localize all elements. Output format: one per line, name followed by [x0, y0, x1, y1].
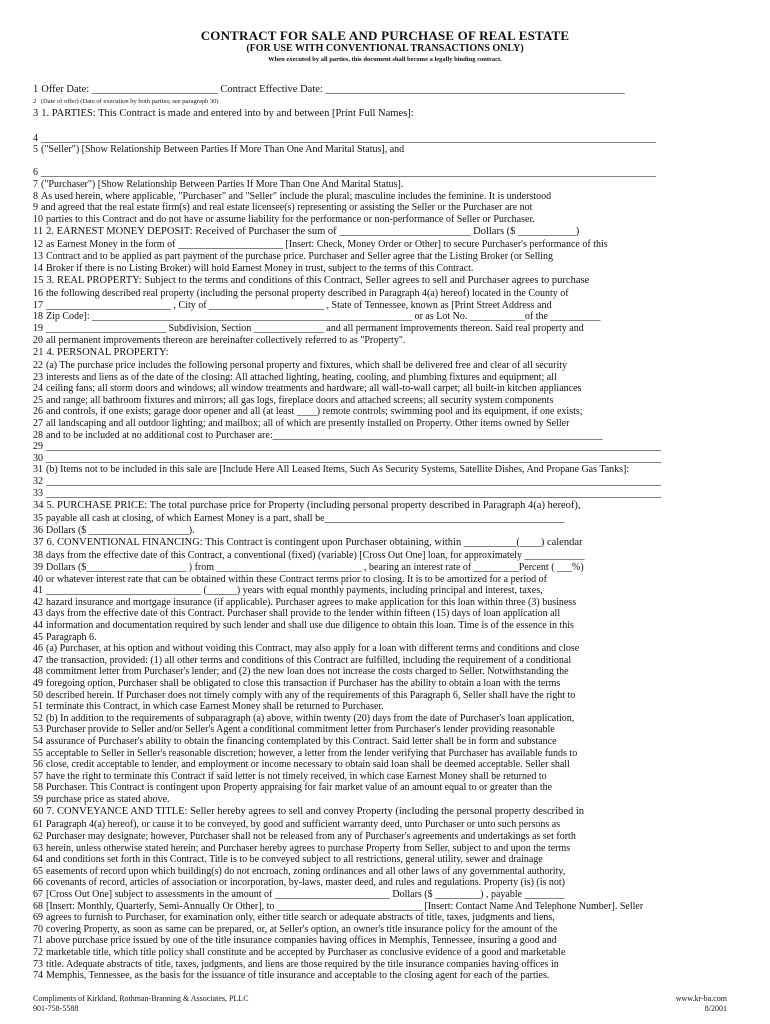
contract-line	[33, 274, 723, 288]
contract-body	[33, 83, 723, 982]
line-text: (a) The purchase price includes the following personal property and fixtures, which shall be delivered free and clear of all security	[46, 360, 568, 372]
line-text: parties to this Contract and do not have or assume liability for the performance or non-performance of Seller or Purchaser.	[46, 213, 535, 225]
line-text: 1. PARTIES: This Contract is made and entered into by and between [Print Full Names]:	[41, 108, 414, 119]
line-text: as Earnest Money in the form of _____________________ [Insert: Check, Money Order or Other] to secure Purchaser's performance of this	[46, 239, 608, 251]
line-number: 32	[33, 476, 43, 488]
contract-line	[33, 794, 723, 806]
line-number: 27	[33, 418, 43, 430]
line-number: 16	[33, 288, 43, 300]
line-number: 26	[33, 406, 43, 418]
contract-line	[33, 288, 723, 300]
line-number: 39	[33, 562, 43, 573]
contract-line	[33, 323, 723, 335]
contract-line	[33, 499, 723, 513]
contract-line	[33, 562, 723, 574]
line-text: days from the effective date of this Contract, a conventional (fixed) (variable) [Cross Out One] loan, for approximately ____________	[46, 550, 585, 562]
contract-line	[33, 678, 723, 690]
line-text: 4. PERSONAL PROPERTY:	[46, 347, 169, 359]
contract-line	[33, 924, 723, 936]
contract-line	[33, 360, 723, 372]
contract-line	[33, 107, 723, 121]
line-text: ___________________________________________________________________________________________________________________________	[46, 452, 661, 464]
line-number: 11	[33, 226, 44, 238]
contract-line	[33, 525, 723, 537]
line-number: 50	[33, 689, 43, 701]
line-number: 46	[33, 643, 43, 655]
line-number: 44	[33, 619, 43, 631]
line-text: covering Property, as soon as same can be prepared, or, at Seller's option, an owner's title insurance policy for the amount of the	[46, 923, 558, 935]
line-text: and to be included at no additional cost to Purchaser are:__________________________________________________________________	[46, 429, 603, 441]
contract-line	[33, 121, 723, 133]
line-number: 43	[33, 608, 43, 620]
line-text: the following described real property (including the personal property described in Paragraph 4(a) hereof) located in the County of	[46, 288, 569, 300]
contract-line	[33, 83, 723, 97]
line-number: 31	[33, 464, 43, 476]
contract-line	[33, 597, 723, 609]
contract-line	[33, 263, 723, 275]
line-text: As used herein, where applicable, "Purchaser" and "Seller" include the plural; masculine includes the feminine. It is understood	[41, 190, 552, 202]
line-text: ________________________ Subdivision, Section ______________ and all permanent improvements thereon. Said real property and	[46, 322, 584, 334]
line-number: 57	[33, 770, 43, 782]
line-text: purchase price as stated above.	[46, 793, 170, 805]
contract-line	[33, 536, 723, 550]
line-text: (Date of offer) (Date of execution by both parties; see paragraph 30)	[39, 98, 219, 105]
line-text: assurance of Purchaser's ability to obtain the financing contemplated by this Contract. Said letter shall be in form and substance	[46, 735, 557, 747]
line-text: (a) Purchaser, at his option and without voiding this Contract, may also apply for a loan with different terms and conditions and close	[46, 643, 580, 655]
contract-line	[33, 179, 723, 191]
contract-line	[33, 346, 723, 360]
line-text: Paragraph 6.	[46, 631, 97, 643]
line-number: 59	[33, 793, 43, 805]
footer-right	[676, 994, 727, 1014]
line-number: 49	[33, 677, 43, 689]
contract-line	[33, 632, 723, 644]
contract-line	[33, 550, 723, 562]
line-number: 10	[33, 213, 43, 225]
line-text: easements of record upon which building(s) do not encroach, zoning ordinances and all other laws of any governmental authority,	[46, 865, 566, 877]
line-number: 37	[33, 537, 44, 549]
line-text: Purchaser. This Contract is contingent upon Property appraising for fair market value of an amount equal to or greater than the	[46, 782, 553, 794]
line-text: and controls, if one exists; garage door opener and all (at least ____) remote controls; swimming pool and its equipment, if one exists;	[46, 406, 583, 418]
document-title: CONTRACT FOR SALE AND PURCHASE OF REAL ESTATE	[200, 28, 570, 43]
line-text: terminate this Contract, in which case Earnest Money shall be returned to Purchaser.	[46, 701, 384, 713]
line-number: 15	[33, 275, 44, 287]
line-text: hazard insurance and mortgage insurance (if applicable). Purchaser agrees to make application for this loan within three (3) business	[46, 596, 577, 608]
contract-line	[33, 225, 723, 239]
contract-line	[33, 335, 723, 347]
line-number: 21	[33, 347, 44, 359]
line-number: 61	[33, 819, 43, 831]
contract-line	[33, 574, 723, 586]
line-number: 62	[33, 831, 43, 843]
contract-line	[33, 311, 723, 323]
line-text: all landscaping and all outdoor lighting; and mailbox; all of which are presently installed on Property. Other items owned by Seller	[46, 418, 570, 430]
line-number: 3	[33, 108, 39, 119]
line-text: ___________________________________________________________________________________________________________________________	[46, 487, 661, 499]
contract-line	[33, 620, 723, 632]
line-number: 67	[33, 889, 43, 901]
line-number: 35	[33, 513, 43, 525]
line-text: 2. EARNEST MONEY DEPOSIT: Received of Purchaser the sum of _________________________ Dollars ($ ___________)	[46, 226, 580, 238]
line-text: Memphis, Tennessee, as the basis for the issuance of title insurance and acceptable to the closing agent for each of the parties.	[46, 970, 550, 982]
contract-line	[33, 643, 723, 655]
contract-line	[33, 959, 723, 971]
contract-line	[33, 889, 723, 901]
execution-note: When executed by all parties, this document shall become a legally binding contract.	[268, 56, 502, 63]
contract-line	[33, 251, 723, 263]
contract-line	[33, 239, 723, 251]
line-number: 51	[33, 701, 43, 713]
contract-line	[33, 300, 723, 312]
contract-line	[33, 831, 723, 843]
line-text: commitment letter from Purchaser's lender; and (2) the new loan does not increase the costs charged to Seller. Notwithstanding the	[46, 666, 569, 678]
line-number: 38	[33, 550, 43, 562]
line-number: 24	[33, 383, 43, 395]
line-text: ___________________________________________________________________________________________________________________________	[46, 441, 661, 453]
line-number: 52	[33, 712, 43, 724]
line-number: 19	[33, 322, 43, 334]
line-text: have the right to terminate this Contract if said letter is not timely received, in which case Earnest Money shall be returned to	[46, 770, 547, 782]
line-text: payable all cash at closing, of which Earnest Money is a part, shall be________________________________________________	[46, 513, 565, 525]
line-text: ("Purchaser") [Show Relationship Between Parties If More Than One And Marital Status].	[41, 178, 404, 190]
line-text: or whatever interest rate that can be obtained within these Contract terms prior to closing. It is to be amortized for a period of	[46, 573, 547, 585]
line-number: 69	[33, 912, 43, 924]
contract-line	[33, 476, 723, 488]
contract-line	[33, 947, 723, 959]
line-text: interests and liens as of the date of the closing: All attached lighting, heating, cooling, and plumbing fixtures and equipment; all	[46, 371, 557, 383]
line-text: days from the effective date of this Contract. Purchaser shall provide to the lender within fifteen (15) days of loan application all	[46, 608, 561, 620]
footer-phone: 901-758-5588	[33, 1004, 79, 1013]
contract-line	[33, 464, 723, 476]
line-number: 23	[33, 371, 43, 383]
contract-line	[33, 866, 723, 878]
line-text: _______________________________ (______) years with equal monthly payments, including principal and interest, taxes,	[46, 585, 543, 597]
contract-line	[33, 901, 723, 913]
line-number: 54	[33, 735, 43, 747]
line-number: 30	[33, 452, 43, 464]
line-text: and conditions set forth in this Contract. Title is to be conveyed subject to all restrictions, general utility, sewer and drainage	[46, 854, 543, 866]
line-number: 17	[33, 299, 43, 311]
contract-line	[33, 156, 723, 168]
line-text: 3. REAL PROPERTY: Subject to the terms and conditions of this Contract, Seller agrees to sell and Purchaser agrees to purchase	[46, 275, 590, 287]
line-text: 5. PURCHASE PRICE: The total purchase price for Property (including personal property described in Paragraph 4(a) hereof),	[46, 500, 581, 512]
contract-line	[33, 877, 723, 889]
footer-firm: Compliments of Kirkland, Rothman-Branning & Associates, PLLC	[33, 994, 249, 1003]
line-text: described herein. If Purchaser does not timely comply with any of the requirements of this Paragraph 6, Seller shall have the right to	[46, 689, 576, 701]
contract-line	[33, 724, 723, 736]
footer-website: www.kr-ba.com	[675, 994, 727, 1003]
contract-line	[33, 736, 723, 748]
line-number: 48	[33, 666, 43, 678]
line-number: 8	[33, 190, 38, 202]
contract-line	[33, 782, 723, 794]
footer-left	[33, 994, 249, 1014]
line-number: 72	[33, 947, 43, 958]
line-text: Paragraph 4(a) hereof), or cause it to be conveyed, by good and sufficient warranty deed, unto Purchaser or unto such persons as	[46, 819, 561, 831]
line-text: agrees to furnish to Purchaser, for examination only, either title search or adequate abstracts of title, taxes, judgments and liens,	[46, 912, 555, 924]
line-number: 65	[33, 865, 43, 877]
line-text: close, credit acceptable to lender, and employment or income necessary to obtain said loan shall be deemed acceptable. Seller shall	[46, 759, 570, 771]
line-number: 28	[33, 429, 43, 441]
line-number: 29	[33, 441, 43, 453]
line-number: 60	[33, 806, 44, 818]
line-text: [Insert: Monthly, Quarterly, Semi-Annually Or Other], to _____________________________ [Insert: Contact Name And Telephone Number]. Seller	[46, 900, 644, 912]
contract-line	[33, 748, 723, 760]
line-text: Purchaser provide to Seller and/or Seller's Agent a conditional commitment letter from Purchaser's lender providing reasonable	[46, 724, 555, 736]
line-number: 56	[33, 759, 43, 771]
line-text: Broker if there is no Listing Broker) will hold Earnest Money in trust, subject to the terms of this Contract.	[46, 262, 474, 274]
line-text: and agreed that the real estate firm(s) and real estate licensee(s) representing or assisting the Seller or the Purchaser are not	[41, 202, 533, 214]
line-text: Contract and to be applied as part payment of the purchase price. Purchaser and Seller agree that the Listing Broker (or Selling	[46, 250, 554, 262]
line-text: the transaction, provided: (1) all other terms and conditions of this Contract are fulfilled, including the requirement of a conditional	[46, 654, 572, 666]
contract-line	[33, 372, 723, 384]
line-text: ___________________________________________________________________________________________________________________________	[41, 167, 656, 179]
line-number: 42	[33, 596, 43, 608]
contract-line	[33, 97, 723, 107]
contract-line	[33, 133, 723, 145]
line-text: title. Adequate abstracts of title, taxes, judgments, and liens are those required by the title insurance companies having offices in	[46, 958, 559, 970]
contract-line	[33, 383, 723, 395]
line-text: acceptable to Seller in Seller's reasonable discretion; however, a letter from the lender verifying that Purchaser has available funds to	[46, 747, 578, 759]
line-text: [Cross Out One] subject to assessments in the amount of _______________________ Dollars ($ _________) , payable ________	[46, 889, 565, 901]
line-number: 14	[33, 262, 43, 274]
line-number: 5	[33, 144, 38, 156]
line-number: 71	[33, 935, 43, 947]
contract-line	[33, 805, 723, 819]
line-number: 58	[33, 782, 43, 794]
contract-line	[33, 970, 723, 982]
contract-line	[33, 513, 723, 525]
contract-line	[33, 690, 723, 702]
line-number: 34	[33, 500, 44, 512]
line-text: and range; all bathroom fixtures and mirrors; all gas logs, fireplace doors and attached screens; all security system components	[46, 394, 554, 406]
contract-line	[33, 666, 723, 678]
line-number: 47	[33, 654, 43, 666]
line-text: 7. CONVEYANCE AND TITLE: Seller hereby agrees to sell and convey Property (including the personal property described in	[46, 806, 585, 818]
contract-line	[33, 912, 723, 924]
line-number: 2	[33, 98, 37, 105]
contract-line	[33, 418, 723, 430]
contract-line	[33, 935, 723, 947]
line-text: _________________________ , City of _______________________ , State of Tennessee, known as [Print Street Address and	[46, 299, 552, 311]
line-text: above purchase price issued by one of the title insurance companies having offices in Memphis, Tennessee, insuring a good and	[46, 935, 557, 947]
line-number: 53	[33, 724, 43, 736]
line-text: all permanent improvements thereon are hereinafter collectively referred to as "Property".	[46, 334, 406, 346]
line-text: ___________________________________________________________________________________________________________________________	[41, 132, 656, 144]
line-number: 6	[33, 167, 38, 179]
line-text: Zip Code]: ________________________________________________________________ or as Lot No. ___________of the __________	[46, 311, 601, 323]
line-text: information and documentation required by such lender and shall use due diligence to obtain this loan. Time is of the essence in this	[46, 619, 574, 631]
line-number: 7	[33, 178, 38, 190]
line-number: 66	[33, 877, 43, 889]
contract-line	[33, 167, 723, 179]
line-number: 63	[33, 842, 43, 854]
line-number: 41	[33, 585, 43, 597]
contract-line	[33, 430, 723, 442]
line-number: 36	[33, 524, 43, 536]
contract-line	[33, 406, 723, 418]
line-number: 20	[33, 334, 43, 346]
contract-line	[33, 655, 723, 667]
line-text: ___________________________________________________________________________________________________________________________	[46, 476, 661, 488]
line-number: 13	[33, 250, 43, 262]
line-number: 12	[33, 239, 43, 251]
contract-line	[33, 585, 723, 597]
footer-date: 8/2001	[704, 1004, 727, 1013]
contract-line	[33, 202, 723, 214]
line-text: ("Seller") [Show Relationship Between Parties If More Than One And Marital Status], and	[41, 144, 405, 156]
line-number: 40	[33, 573, 43, 585]
line-text: marketable title, which title policy shall constitute and be accepted by Purchaser as conclusive evidence of a good and marketable	[46, 947, 566, 958]
line-number: 22	[33, 360, 43, 372]
line-number: 74	[33, 970, 43, 982]
line-number: 4	[33, 132, 38, 144]
line-number: 9	[33, 202, 38, 214]
line-text: covenants of record, articles of association or incorporation, by-laws, master deed, and rules and regulations. Property (is) (is not)	[46, 877, 566, 889]
contract-line	[33, 191, 723, 203]
line-number: 55	[33, 747, 43, 759]
line-text: herein, unless otherwise stated herein; and Purchaser hereby agrees to purchase Property from Seller, subject to and upon the terms	[46, 842, 571, 854]
line-number: 1	[33, 84, 39, 95]
line-text: Offer Date: ________________________ Contract Effective Date: _________________________________________________________	[41, 84, 625, 95]
line-number: 18	[33, 311, 43, 323]
contract-line	[33, 843, 723, 855]
contract-line	[33, 759, 723, 771]
contract-line	[33, 214, 723, 226]
document-subtitle: (FOR USE WITH CONVENTIONAL TRANSACTIONS ONLY)	[246, 43, 524, 54]
line-text: (b) In addition to the requirements of subparagraph (a) above, within twenty (20) days from the date of Purchaser's loan application,	[46, 712, 575, 724]
line-text: Dollars ($____________________ ) from _____________________________ , bearing an interest rate of _________Percent ( ___%)	[46, 562, 584, 573]
contract-line	[33, 854, 723, 866]
line-text: ceiling fans; all storm doors and windows; all window treatments and hardware; all wall-to-wall carpet; all built-in kitchen appliances	[46, 383, 582, 395]
contract-line	[33, 608, 723, 620]
line-number: 25	[33, 394, 43, 406]
line-number: 70	[33, 923, 43, 935]
line-number: 73	[33, 958, 43, 970]
contract-line	[33, 819, 723, 831]
line-number: 68	[33, 900, 43, 912]
line-number: 64	[33, 854, 43, 866]
contract-line	[33, 441, 723, 453]
contract-line	[33, 395, 723, 407]
line-number: 33	[33, 487, 43, 499]
contract-line	[33, 144, 723, 156]
line-number: 45	[33, 631, 43, 643]
line-text: foregoing option, Purchaser shall be obligated to close this transaction if Purchaser has the ability to obtain a loan with the terms	[46, 677, 561, 689]
contract-line	[33, 488, 723, 500]
line-text: Dollars ($ ____________________).	[46, 524, 195, 536]
contract-line	[33, 771, 723, 783]
contract-line	[33, 713, 723, 725]
contract-line	[33, 453, 723, 465]
contract-line	[33, 701, 723, 713]
line-text: (b) Items not to be included in this sale are [Include Here All Leased Items, Such As Security Systems, Satellite Dishes, And Propane Gas Tanks]:	[46, 464, 630, 476]
line-text: 6. CONVENTIONAL FINANCING: This Contract is contingent upon Purchaser obtaining, within __________(____) calendar	[46, 537, 583, 549]
line-text: Purchaser may designate; however, Purchaser shall not be released from any of Purchaser's agreements and undertakings as set forth	[46, 831, 576, 843]
